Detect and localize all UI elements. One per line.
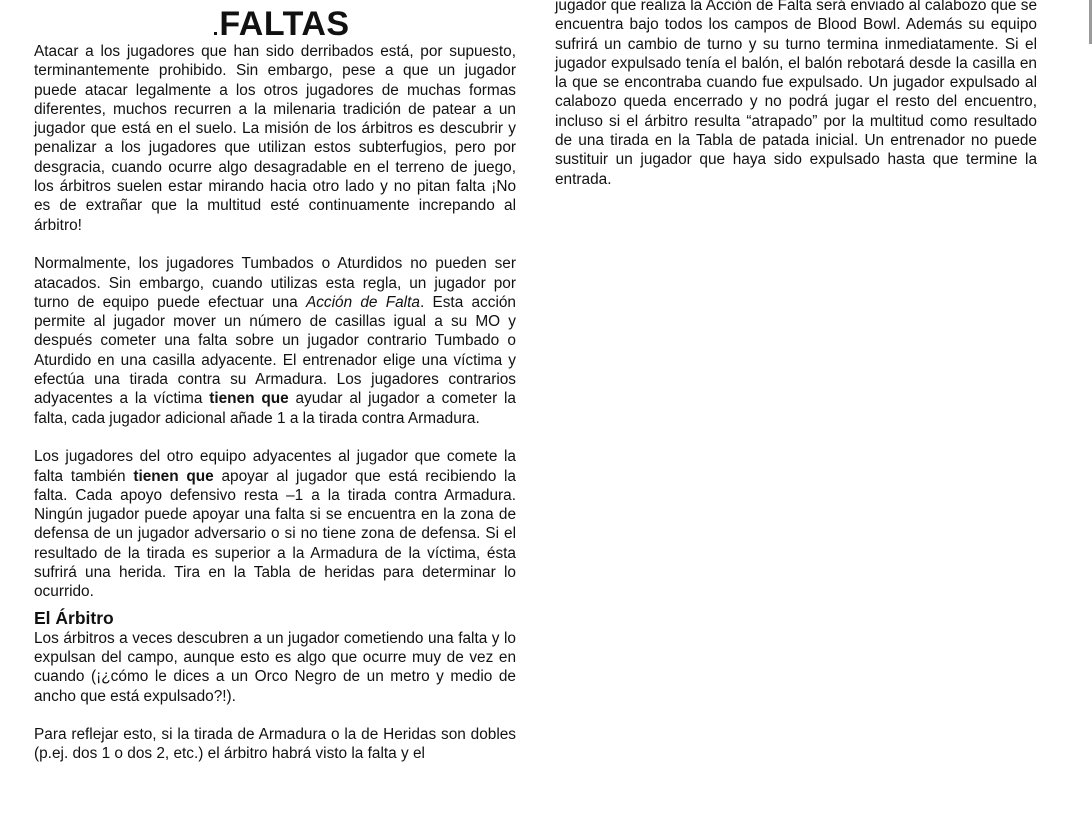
paragraph-foul-action-text-c: ayudar al jugador a cometer la falta, cada jugador adicional añade 1 a la tirada contra Armadura. bbox=[34, 390, 516, 427]
paragraph-foul-action bbox=[34, 254, 516, 428]
foul-action-term: Acción de Falta bbox=[305, 293, 420, 311]
paragraph-intro bbox=[34, 42, 516, 235]
paragraph-intro-text: Atacar a los jugadores que han sido derribados está, por supuesto, terminantemente prohibido. Sin embargo, pese a que un jugador puede atacar legalmente a los otros jugadores de muchas formas diferentes, muchos recurren a la milenaria tradición de patear a un jugador que está en el suelo. La misión de los árbitros es descubrir y penalizar a los jugadores que utilizan estos subterfugios, pero por desgracia, cuando ocurre algo desagradable en el terreno de juego, los árbitros suelen estar mirando hacia otro lado y no pitan falta ¡No es de extrañar que la multitud esté continuamente increpando al árbitro! bbox=[34, 43, 516, 234]
paragraph-defensive-assists bbox=[34, 447, 516, 601]
section-heading-referee: El Árbitro bbox=[34, 607, 114, 628]
paragraph-referee-doubles-text: Para reflejar esto, si la tirada de Armadura o la de Heridas son dobles (p.ej. dos 1 o dos 2, etc.) el árbitro habrá visto la falta y el bbox=[34, 726, 516, 763]
paragraph-gap bbox=[34, 428, 516, 447]
paragraph-sent-off-text: jugador que realiza la Acción de Falta será enviado al calabozo que se encuentra bajo todos los campos de Blood Bowl. Además su equipo sufrirá un cambio de turno y su turno termina inmediatamente. Si el jugador expulsado tenía el balón, el balón rebotará desde la casilla en la que se encontraba cuando fue expulsado. Un jugador expulsado al calabozo queda encerrado y no podrá jugar el resto del encuentro, incluso si el árbitro resulta “atrapado” por la multitud como resultado de una tirada en la Tabla de patada inicial. Un entrenador no puede sustituir un jugador que haya sido expulsado hasta que termine la entrada. bbox=[555, 0, 1037, 188]
paragraph-sent-off bbox=[555, 0, 1037, 189]
paragraph-referee-intro bbox=[34, 629, 516, 706]
paragraph-referee-intro-text: Los árbitros a veces descubren a un jugador cometiendo una falta y lo expulsan del campo, aunque esto es algo que ocurre muy de vez en cuando (¡¿cómo le dices a un Orco Negro de un metro y medio de ancho que está expulsado?!). bbox=[34, 629, 516, 705]
page-title bbox=[34, 6, 516, 42]
page-title-text: FALTAS bbox=[219, 5, 350, 43]
paragraph-foul-action-text-b: . Esta acción permite al jugador mover un número de casillas igual a su MO y después cometer una falta sobre un jugador contrario Tumbado o Aturdido en una casilla adyacente. El entrenador elige una víctima y efectúa una tirada contra su Armadura. Los jugadores contrarios adyacentes a la víctima bbox=[34, 293, 516, 408]
title-dot-mark bbox=[214, 32, 217, 35]
right-column bbox=[555, 0, 1037, 189]
paragraph-gap bbox=[34, 235, 516, 254]
paragraph-gap bbox=[34, 706, 516, 725]
paragraph-referee-doubles bbox=[34, 725, 516, 764]
paragraph-defensive-assists-text-a: Los jugadores del otro equipo adyacentes al jugador que comete la falta también bbox=[34, 448, 516, 485]
left-column bbox=[34, 0, 516, 764]
paragraph-defensive-assists-text-b: apoyar al jugador que está recibiendo la falta. Cada apoyo defensivo resta –1 a la tirada contra Armadura. Ningún jugador puede apoyar una falta si se encuentra en la zona de defensa de un jugador adversario o si no tiene zona de defensa. Si el resultado de la tirada es superior a la Armadura de la víctima, ésta sufrirá una herida. Tira en la Tabla de heridas para determinar lo ocurrido. bbox=[34, 467, 516, 601]
emphasis-must: tienen que bbox=[209, 390, 289, 408]
emphasis-must: tienen que bbox=[133, 467, 214, 485]
paragraph-foul-action-text-a: Normalmente, los jugadores Tumbados o Aturdidos no pueden ser atacados. Sin embargo, cuando utilizas esta regla, un jugador por turno de equipo puede efectuar una bbox=[34, 255, 516, 311]
